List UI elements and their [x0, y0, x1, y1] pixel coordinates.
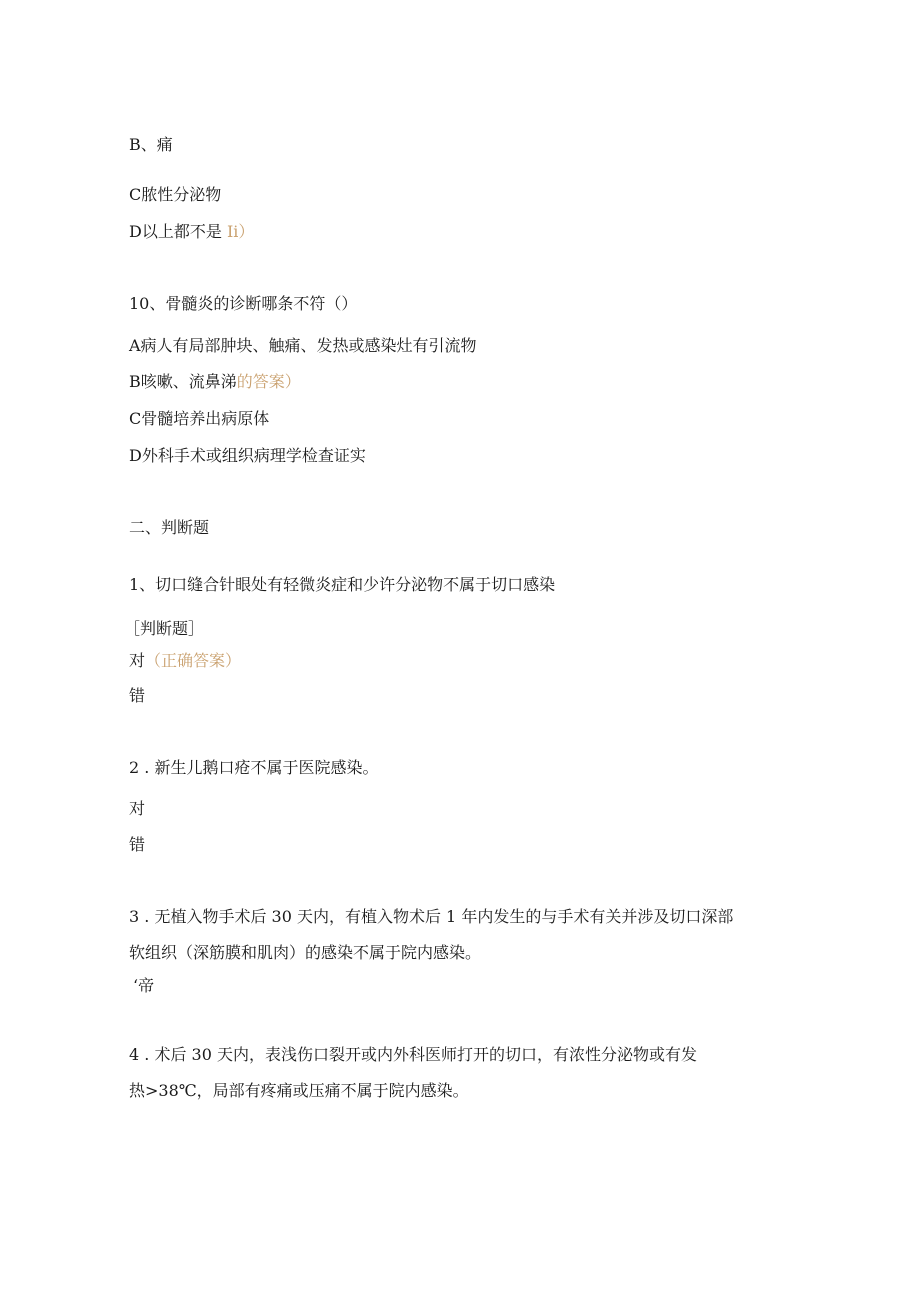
j3-question-line1	[129, 907, 733, 927]
q9-option-c-text: C脓性分泌物	[129, 185, 222, 204]
q10-option-c	[129, 409, 269, 429]
j3-stray-mark	[133, 976, 154, 996]
j3-question-line2-text: 软组织（深筋膜和肌肉）的感染不属于院内感染。	[129, 943, 482, 962]
j3-question-line2	[129, 943, 481, 963]
q10-question-text: 10、骨髓炎的诊断哪条不符（）	[129, 294, 358, 313]
j2-true-text: 对	[129, 799, 146, 818]
q10-question	[129, 294, 357, 314]
section-title	[129, 518, 209, 538]
j1-option-false[interactable]	[129, 686, 145, 706]
j1-true-text: 对	[129, 651, 146, 670]
q10-option-b-text: B咳嗽、流鼻涕	[129, 372, 237, 391]
j2-false-text: 错	[129, 835, 146, 854]
j1-type-label-text: ［判断题］	[124, 619, 205, 638]
q9-option-b-text: B、痛	[129, 135, 173, 154]
q9-answer-mark: Ii）	[226, 222, 255, 241]
j2-option-false[interactable]	[129, 835, 145, 855]
q10-option-c-text: C骨髓培养出病原体	[129, 409, 270, 428]
j4-question-line1	[129, 1045, 697, 1065]
j4-question-line2-text: 热>38℃，局部有疼痛或压痛不属于院内感染。	[129, 1081, 469, 1100]
q10-option-b	[129, 372, 301, 392]
j3-stray-text: ‘帝	[133, 976, 155, 995]
j4-question-line2	[129, 1081, 469, 1101]
j1-type-label	[124, 619, 204, 639]
q9-option-d	[129, 222, 254, 242]
q9-option-d-text: D以上都不是	[129, 222, 222, 241]
q10-option-d-text: D外科手术或组织病理学检查证实	[129, 446, 366, 465]
j4-question-line1-text: 4 . 术后 30 天内，表浅伤口裂开或内外科医师打开的切口，有浓性分泌物或有发	[129, 1045, 697, 1064]
j2-option-true[interactable]	[129, 799, 145, 819]
j1-answer-mark: （正确答案）	[145, 651, 242, 670]
q10-option-a-text: A病人有局部肿块、触痛、发热或感染灶有引流物	[129, 336, 477, 355]
j1-question	[129, 575, 555, 595]
q10-answer-mark: 的答案）	[236, 372, 301, 391]
j2-question-text: 2 . 新生儿鹅口疮不属于医院感染。	[129, 758, 379, 777]
q9-option-b	[129, 135, 173, 155]
q10-option-d	[129, 446, 366, 466]
section-title-text: 二、判断题	[129, 518, 210, 537]
j1-false-text: 错	[129, 686, 146, 705]
q9-option-c	[129, 185, 221, 205]
j1-question-text: 1、切口缝合针眼处有轻微炎症和少许分泌物不属于切口感染	[129, 575, 556, 594]
j3-question-line1-text: 3 . 无植入物手术后 30 天内，有植入物术后 1 年内发生的与手术有关并涉及切口深部	[129, 907, 734, 926]
j1-option-true[interactable]	[129, 651, 241, 671]
j2-question	[129, 758, 378, 778]
q10-option-a	[129, 336, 477, 356]
